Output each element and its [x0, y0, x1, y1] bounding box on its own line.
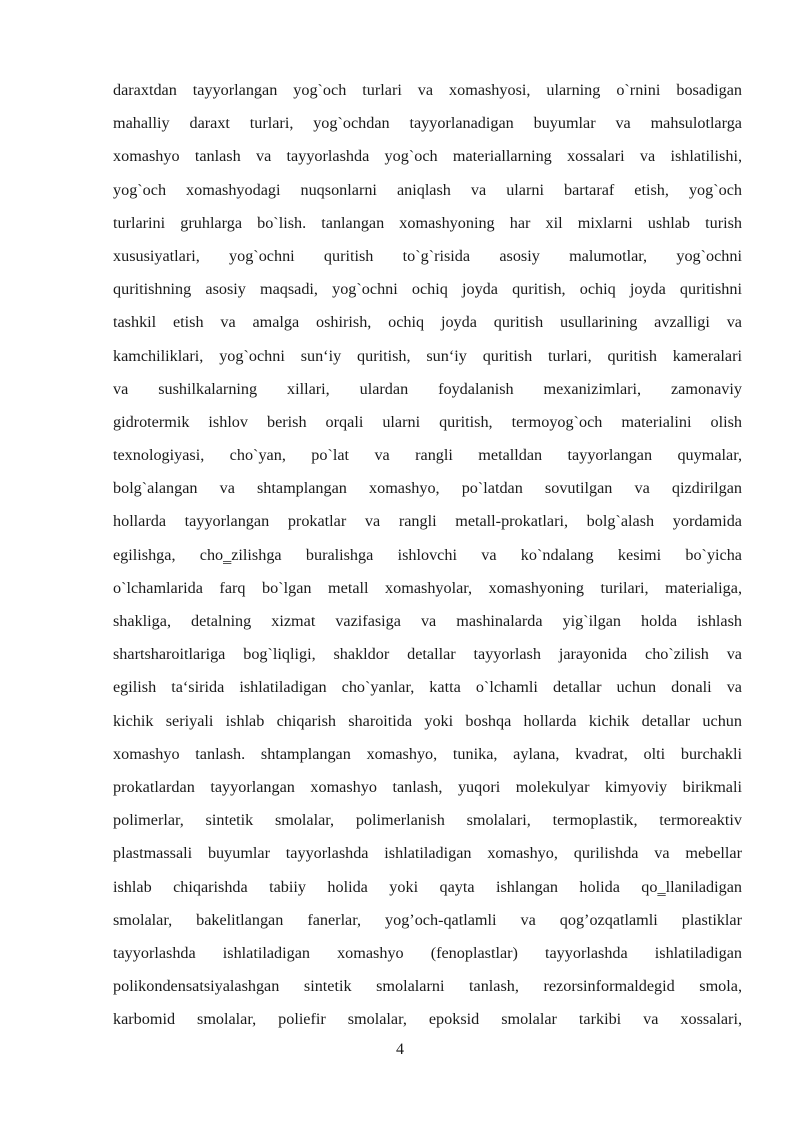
text-line: texnologiyasi, cho`yan, po`lat va rangli metalldan tayyorlangan quymalar,	[113, 446, 742, 465]
text-line: mahalliy daraxt turlari, yog`ochdan tayyorlanadigan buyumlar va mahsulotlarga	[113, 114, 742, 133]
text-line: ishlab chiqarishda tabiiy holida yoki qayta ishlangan holida qo‗llaniladigan	[113, 877, 742, 896]
text-line: turlarini gruhlarga bo`lish. tanlangan xomashyoning har xil mixlarni ushlab turish	[113, 213, 742, 232]
text-line: yog`och xomashyodagi nuqsonlarni aniqlash va ularni bartaraf etish, yog`och	[113, 180, 742, 199]
text-line: egilish ta‘sirida ishlatiladigan cho`yanlar, katta o`lchamli detallar uchun donali va	[113, 678, 742, 697]
text-line: hollarda tayyorlangan prokatlar va rangli metall-prokatlari, bolg`alash yordamida	[113, 512, 742, 531]
text-line: o`lchamlarida farq bo`lgan metall xomashyolar, xomashyoning turilari, materialiga,	[113, 578, 742, 597]
text-line: xususiyatlari, yog`ochni quritish to`g`risida asosiy malumotlar, yog`ochni	[113, 246, 742, 265]
text-line: egilishga, cho‗zilishga buralishga ishlovchi va ko`ndalang kesimi bo`yicha	[113, 545, 742, 564]
text-line: gidrotermik ishlov berish orqali ularni quritish, termoyog`och materialini olish	[113, 412, 742, 431]
body-text	[113, 74, 742, 1036]
text-line: kamchiliklari, yog`ochni sun‘iy quritish, sun‘iy quritish turlari, quritish kameralari	[113, 346, 742, 365]
text-line: tayyorlashda ishlatiladigan xomashyo (fenoplastlar) tayyorlashda ishlatiladigan	[113, 943, 742, 962]
text-line: xomashyo tanlash va tayyorlashda yog`och materiallarning xossalari va ishlatilishi,	[113, 147, 742, 166]
text-line: smolalar, bakelitlangan fanerlar, yog’och-qatlamli va qog’ozqatlamli plastiklar	[113, 910, 742, 929]
text-line: karbomid smolalar, poliefir smolalar, epoksid smolalar tarkibi va xossalari,	[113, 1010, 742, 1029]
text-line: polikondensatsiyalashgan sintetik smolalarni tanlash, rezorsinformaldegid smola,	[113, 977, 742, 996]
text-line: shartsharoitlariga bog`liqligi, shakldor detallar tayyorlash jarayonida cho`zilish va	[113, 645, 742, 664]
page-number: 4	[396, 1041, 404, 1058]
text-line: xomashyo tanlash. shtamplangan xomashyo, tunika, aylana, kvadrat, olti burchakli	[113, 744, 742, 763]
text-line: va sushilkalarning xillari, ulardan foydalanish mexanizimlari, zamonaviy	[113, 379, 742, 398]
text-line: shakliga, detalning xizmat vazifasiga va mashinalarda yig`ilgan holda ishlash	[113, 612, 742, 630]
text-line: kichik seriyali ishlab chiqarish sharoitida yoki boshqa hollarda kichik detallar uchun	[113, 711, 742, 730]
text-line: daraxtdan tayyorlangan yog`och turlari va xomashyosi, ularning o`rnini bosadigan	[113, 81, 742, 99]
text-line: prokatlardan tayyorlangan xomashyo tanlash, yuqori molekulyar kimyoviy birikmali	[113, 777, 742, 796]
text-line: plastmassali buyumlar tayyorlashda ishlatiladigan xomashyo, qurilishda va mebellar	[113, 844, 742, 863]
text-line: tashkil etish va amalga oshirish, ochiq joyda quritish usullarining avzalligi va	[113, 313, 742, 332]
text-line: bolg`alangan va shtamplangan xomashyo, po`latdan sovutilgan va qizdirilgan	[113, 479, 742, 498]
text-line: polimerlar, sintetik smolalar, polimerlanish smolalari, termoplastik, termoreaktiv	[113, 811, 742, 830]
text-line: quritishning asosiy maqsadi, yog`ochni ochiq joyda quritish, ochiq joyda quritishni	[113, 280, 742, 299]
